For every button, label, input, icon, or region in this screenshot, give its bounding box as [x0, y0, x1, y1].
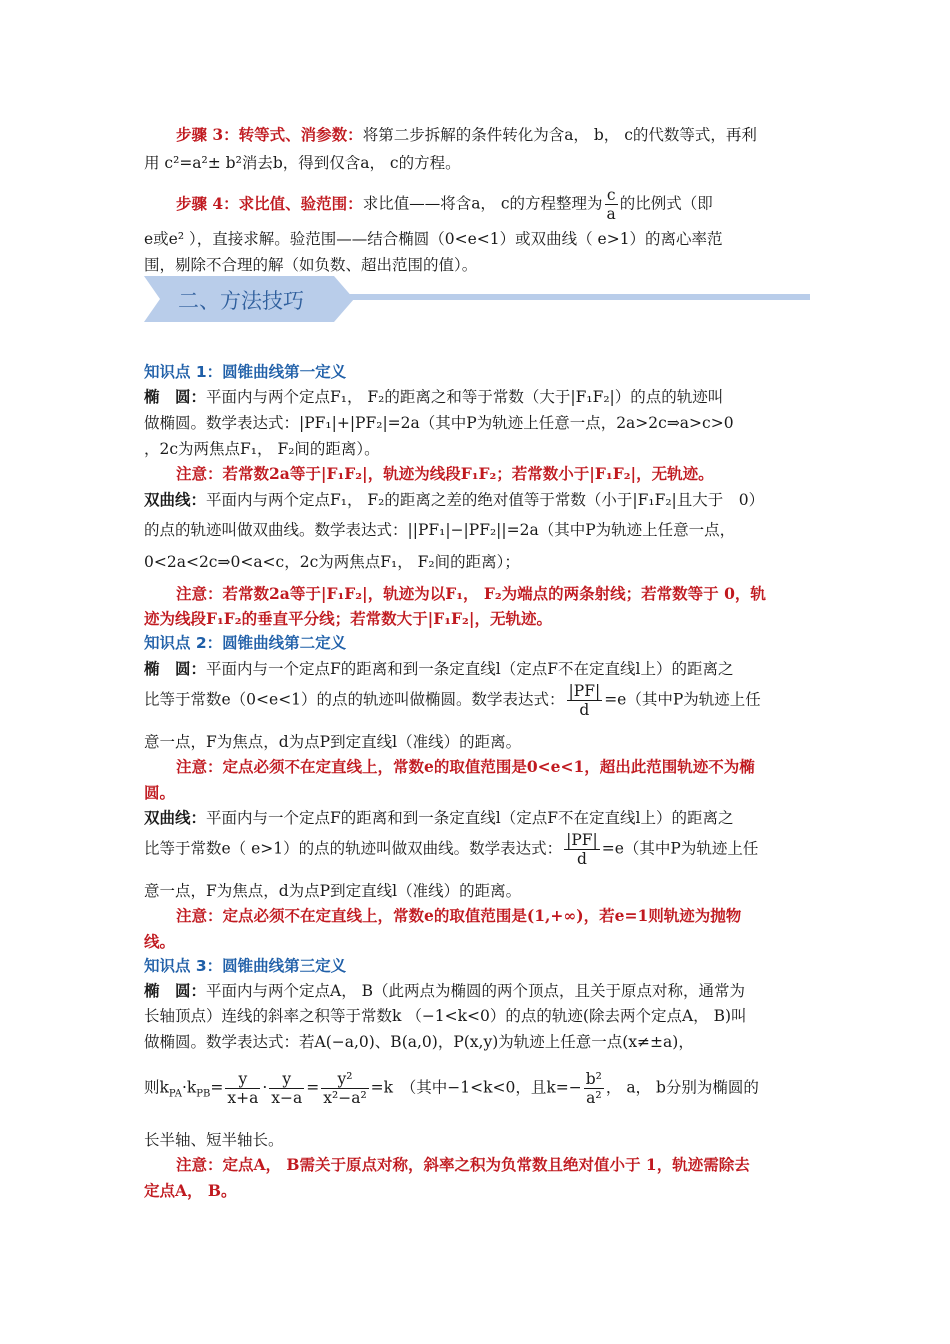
k2-hyper-text1: 平面内与一个定点F的距离和到一条定直线l（定点F不在定直线l上）的距离之 [206, 809, 734, 827]
k1-note2-line2: 迹为线段F₁F₂的垂直平分线；若常数大于|F₁F₂|，无轨迹。 [144, 609, 552, 628]
k2-ellipse-line3: 意一点，F为焦点，d为点P到定直线l（准线）的距离。 [144, 733, 522, 751]
k2-hyper-frac-num: |PF| [566, 831, 598, 849]
step4-line1b: 的比例式（即 [619, 194, 713, 213]
ratio-fraction [605, 186, 618, 223]
k3-formula-line: 则$k_{PA}\cdot k_{PB}=$ $\frac{y}{x+a}$ · $\frac{y}{x-a}$ = $\frac{\text{y²}}{\text{x²−a²}}$ =k （其中−1<k<0，且k=− $\frac{\text{b²}}{\text{a²}}$ ， a， b分别为椭圆的 [144, 1070, 759, 1107]
k2-hyper-line1 [144, 806, 808, 830]
section-banner [144, 276, 810, 322]
banner-line [344, 294, 810, 300]
k1-hyper-text1: 平面内与两个定点F₁， F₂的距离之差的绝对值等于常数（小于|F₁F₂|且大于 0） [206, 491, 765, 509]
k3-frac1-den: x+a [227, 1089, 259, 1107]
k1-hyper-label: 双曲线： [144, 490, 207, 509]
k3-frac4-den: a² [586, 1089, 602, 1107]
section-title: 二、方法技巧 [178, 289, 304, 313]
k3-line3: 做椭圆。数学表达式：若A(−a,0)、B(a,0)，P(x,y)为轨迹上任意一点(x≠±a)， [144, 1033, 694, 1051]
k3-dot: ·k [181, 1078, 197, 1097]
k2-ellipse-frac-den: d [579, 701, 590, 719]
k1-note1: 注意：若常数2a等于|F₁F₂|，轨迹为线段F₁F₂；若常数小于|F₁F₂|，无轨迹。 [176, 464, 714, 483]
k1-ellipse-line2: 做椭圆。数学表达式：|PF₁|+|PF₂|=2a（其中P为轨迹上任意一点，2a>2c⇒a>c>0 [144, 414, 734, 432]
k1-note2-line1: 注意：若常数2a等于|F₁F₂|，轨迹为以F₁， F₂为端点的两条射线；若常数等于 0，轨 [176, 584, 766, 603]
k3-frac3 [321, 1070, 368, 1107]
k2-hyper-text2b: =e（其中P为轨迹上任 [601, 839, 759, 858]
ratio-denominator: a [606, 205, 616, 223]
step4-line2: e或e² ），直接求解。验范围——结合椭圆（0<e<1）或双曲线（ e>1）的离心率范 [144, 230, 723, 248]
k2-heading: 知识点 2：圆锥曲线第二定义 [144, 634, 347, 652]
k3-frac4 [584, 1070, 604, 1107]
k3-frac1 [225, 1070, 260, 1107]
k2-ellipse-line2 [144, 682, 808, 719]
k3-sub-pb: PB [196, 1088, 211, 1100]
k3-frac2-num: y [269, 1070, 304, 1089]
k2-hyper-text2a: 比等于常数e（ e>1）的点的轨迹叫做双曲线。数学表达式： [144, 839, 563, 858]
k2-ellipse-label: 椭 圆： [144, 659, 207, 678]
k3-sub-pa: PA [168, 1088, 182, 1100]
k3-frac2 [269, 1070, 304, 1107]
k2-ellipse-fraction [567, 682, 603, 719]
k2-ellipse-frac-num: |PF| [568, 682, 601, 700]
k3-note-line2: 定点A， B。 [144, 1181, 237, 1200]
k3-frac1-num: y [225, 1070, 260, 1089]
k3-eq: = [210, 1078, 224, 1097]
k3-frac3-num: y² [321, 1070, 368, 1089]
k3-line5: 长半轴、短半轴长。 [144, 1131, 284, 1149]
k2-ellipse-line1 [144, 657, 808, 681]
k2-ellipse-text2a: 比等于常数e（0<e<1）的点的轨迹叫做椭圆。数学表达式： [144, 690, 565, 709]
step3-paragraph [144, 123, 808, 147]
k3-ellipse-label: 椭 圆： [144, 981, 207, 1000]
k3-frac3-den: x²−a² [323, 1089, 367, 1107]
k3-frac2-den: x−a [271, 1089, 303, 1107]
k2-note2-line1: 注意：定点必须不在定直线上，常数e的取值范围是(1,+∞)，若e=1则轨迹为抛物 [176, 906, 742, 925]
k3-formula-prefix: 则k [144, 1078, 169, 1097]
step4-paragraph [144, 186, 808, 223]
k2-hyper-line2 [144, 831, 808, 868]
k1-ellipse-line1 [144, 385, 808, 409]
k1-heading: 知识点 1：圆锥曲线第一定义 [144, 363, 347, 381]
k2-hyper-label: 双曲线： [144, 808, 207, 827]
k1-ellipse-text1: 平面内与两个定点F₁， F₂的距离之和等于常数（大于|F₁F₂|）的点的轨迹叫 [206, 388, 724, 406]
ratio-numerator: c [605, 186, 618, 205]
k2-note1-line2: 圆。 [144, 783, 176, 802]
k1-hyper-line2: 的点的轨迹叫做双曲线。数学表达式：||PF₁|−|PF₂||=2a（其中P为轨迹上任意一点， [144, 521, 736, 539]
k3-note-line1: 注意：定点A， B需关于原点对称，斜率之积为负常数且绝对值小于 1，轨迹需除去 [176, 1155, 750, 1174]
k2-ellipse-text2b: =e（其中P为轨迹上任 [604, 690, 761, 709]
step4-line1a: 求比值——将含a， c的方程整理为 [362, 194, 603, 213]
k1-hyper-line1 [144, 488, 808, 512]
k3-formula-tail: ， a， b分别为椭圆的 [605, 1078, 759, 1097]
k2-hyper-line3: 意一点，F为焦点，d为点P到定直线l（准线）的距离。 [144, 882, 522, 900]
k2-hyper-fraction [564, 831, 600, 868]
k3-line1 [144, 979, 808, 1003]
step3-line1: 将第二步拆解的条件转化为含a， b， c的代数等式，再利 [362, 126, 757, 144]
k1-ellipse-line3: ，2c为两焦点F₁， F₂间的距离）。 [144, 440, 380, 458]
k2-ellipse-text1: 平面内与一个定点F的距离和到一条定直线l（定点F不在定直线l上）的距离之 [206, 660, 734, 678]
k2-note2-line2: 线。 [144, 932, 176, 951]
step3-line2: 用 c²=a²± b²消去b，得到仅含a， c的方程。 [144, 154, 461, 172]
k3-line2: 长轴顶点）连线的斜率之积等于常数k （−1<k<0）的点的轨迹(除去两个定点A， B)叫 [144, 1007, 747, 1025]
k3-frac4-num: b² [585, 1070, 602, 1088]
step4-label: 步骤 4：求比值、验范围： [176, 193, 363, 213]
k1-hyper-line3: 0<2a<2c⇒0<a<c，2c为两焦点F₁， F₂间的距离）； [144, 553, 520, 571]
step4-line3: 围，剔除不合理的解（如负数、超出范围的值）。 [144, 256, 478, 274]
k3-heading: 知识点 3：圆锥曲线第三定义 [144, 957, 347, 975]
k3-text1: 平面内与两个定点A， B（此两点为椭圆的两个顶点，且关于原点对称，通常为 [206, 982, 746, 1000]
step3-label: 步骤 3：转等式、消参数： [176, 125, 363, 144]
k1-ellipse-label: 椭 圆： [144, 387, 207, 406]
k2-note1-line1: 注意：定点必须不在定直线上，常数e的取值范围是0<e<1，超出此范围轨迹不为椭 [176, 757, 755, 776]
k2-hyper-frac-den: d [576, 850, 587, 868]
k3-formula-k: =k （其中−1<k<0，且k=− [370, 1078, 582, 1097]
